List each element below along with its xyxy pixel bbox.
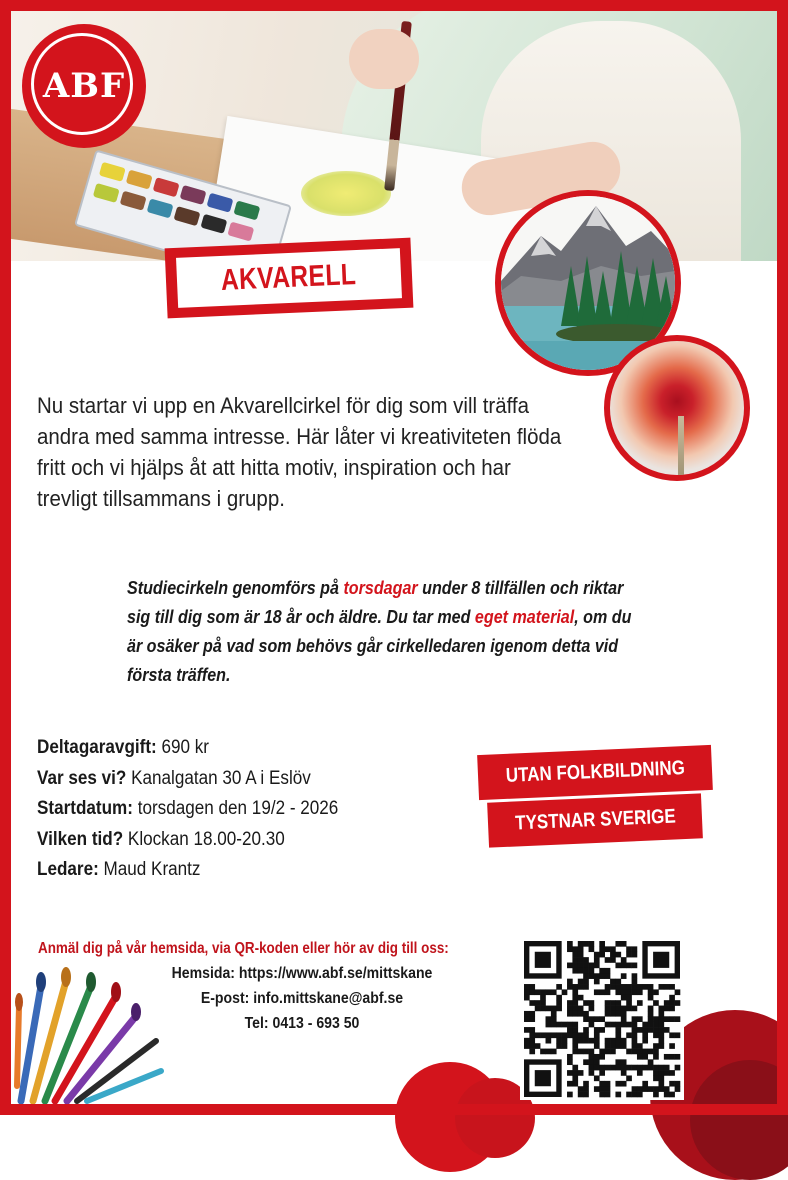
contact-phone[interactable]: Tel: 0413 - 693 50 [244,1015,360,1032]
signup-call-to-action: Anmäl dig på vår hemsida, via QR-koden eller hör av dig till oss: [38,940,449,957]
detail-location: Var ses vi? Kanalgatan 30 A i Eslöv [37,767,311,789]
contact-section [38,936,526,1036]
detail-leader: Ledare: Maud Krantz [37,859,201,880]
detail-time: Vilken tid? Klockan 18.00-20.30 [37,828,285,850]
page-title: AKVARELL [220,258,358,297]
abf-logo [22,24,146,148]
contact-email[interactable]: E-post: info.mittskane@abf.se [200,990,404,1007]
highlight-torsdagar: torsdagar [343,577,418,598]
qr-code-icon[interactable] [520,937,684,1100]
highlight-eget-material: eget material [474,606,575,627]
logo-text: ABF [42,66,126,106]
slogan-line-1: UTAN FOLKBILDNING [477,745,713,800]
course-info: Studiecirkeln genomförs på torsdagar under 8 tillfällen och riktar sig till dig som är 18 år och äldre. Du tar med eget material, om du är osäker på vad som behövs går cirkelledaren igenom detta vid första träffen. [127,577,632,685]
detail-start-date: Startdatum: torsdagen den 19/2 - 2026 [37,798,339,819]
contact-website[interactable]: Hemsida: https://www.abf.se/mittskane [171,965,433,982]
detail-fee: Deltagaravgift: 690 kr [37,737,210,758]
title-box [165,238,414,319]
course-details [37,733,338,886]
slogan-line-2: TYSTNAR SVERIGE [487,793,703,847]
intro-paragraph: Nu startar vi upp en Akvarellcirkel för dig som vill träffa andra med samma intresse. Här låter vi kreativiteten flöda fritt och vi hjälps åt att hitta motiv, inspiration och har trevligt tillsammans i grupp. [37,393,562,511]
flower-watercolor-image [604,335,750,481]
